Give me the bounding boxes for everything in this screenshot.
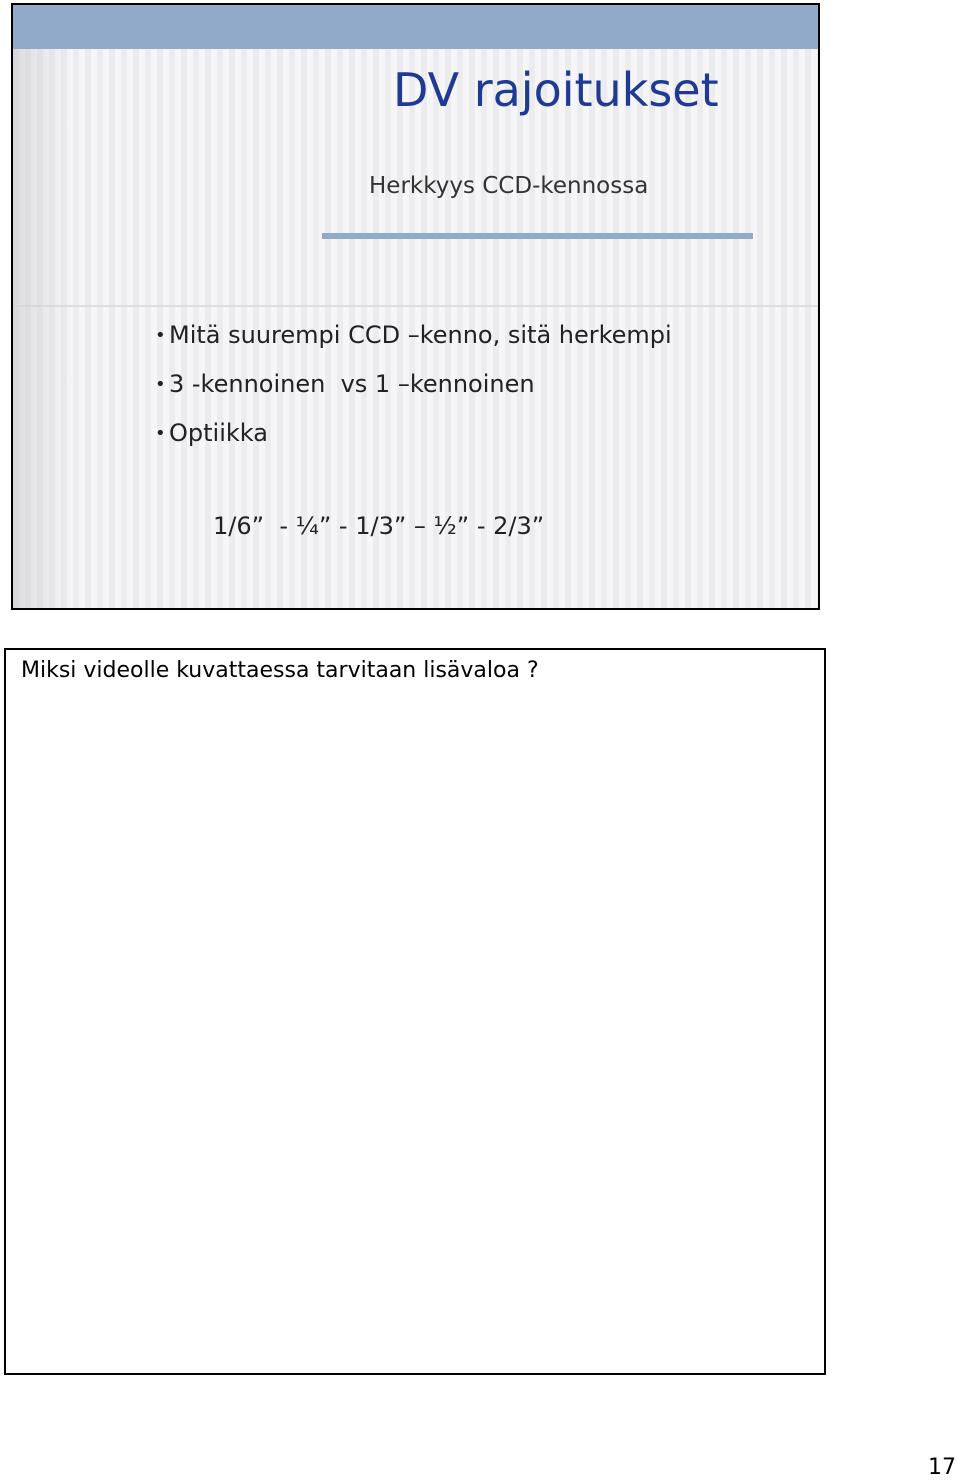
notes-question: Miksi videolle kuvattaessa tarvitaan lisävaloa ? xyxy=(21,658,539,683)
notes-box xyxy=(4,648,826,1375)
bullet-item xyxy=(155,415,672,464)
page-number: 17 xyxy=(928,1455,956,1480)
bullet-text: Mitä suurempi CCD –kenno, sitä herkempi xyxy=(169,321,672,349)
slide-band-separator xyxy=(13,305,818,307)
bullet-dot-icon: • xyxy=(155,325,166,346)
bullet-list xyxy=(155,317,672,464)
bullet-dot-icon: • xyxy=(155,374,166,395)
slide-subtitle: Herkkyys CCD-kennossa xyxy=(369,173,649,199)
bullet-item xyxy=(155,366,672,415)
bullet-dot-icon: • xyxy=(155,423,166,444)
title-rule xyxy=(322,233,753,239)
bullet-text: Optiikka xyxy=(169,419,268,447)
bullet-text: 3 -kennoinen vs 1 –kennoinen xyxy=(169,370,535,398)
slide-frame xyxy=(11,3,820,610)
sensor-sizes-line: 1/6” - ¼” - 1/3” – ½” - 2/3” xyxy=(213,512,545,540)
slide-left-shade xyxy=(13,49,73,608)
slide-top-band xyxy=(13,5,818,49)
slide-title: DV rajoitukset xyxy=(393,63,719,117)
bullet-item xyxy=(155,317,672,366)
